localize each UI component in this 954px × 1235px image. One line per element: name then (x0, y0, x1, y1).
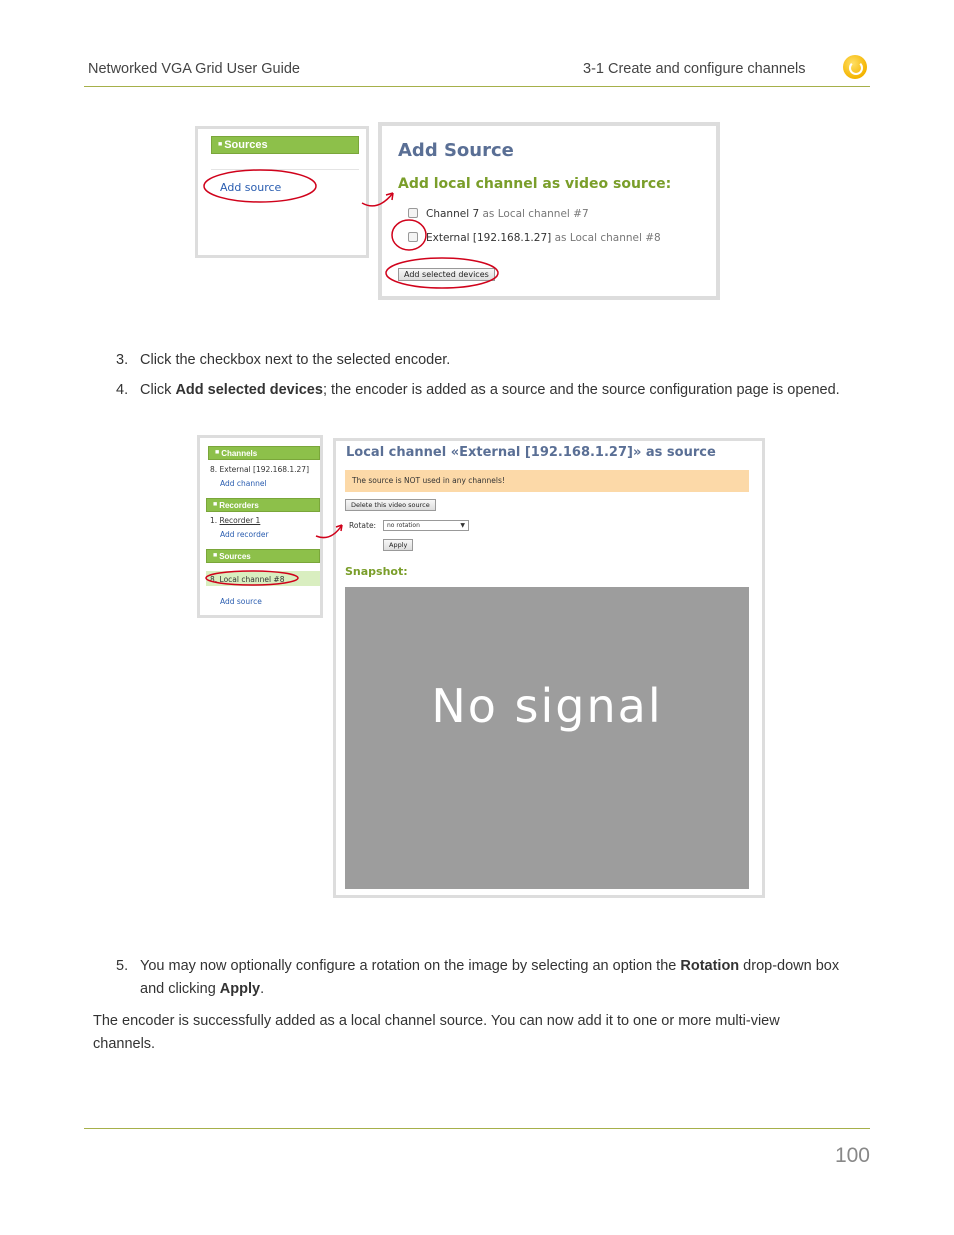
step-text-part: drop-down box and clicking (140, 958, 840, 997)
sources-sidebar-screenshot (195, 126, 369, 258)
sources-heading: ■ Sources (206, 549, 320, 563)
step-text-part: ; the encoder is added as a source and the source configuration page is opened. (322, 382, 840, 398)
page-number: 100 (834, 1144, 870, 1167)
divider (211, 169, 359, 170)
step-bold: Apply (219, 980, 261, 997)
step-number: 4. (116, 382, 129, 398)
snapshot-preview (345, 587, 749, 889)
section-title: 3-1 Create and configure channels (583, 61, 806, 77)
channels-heading: ■ Channels (208, 446, 320, 460)
add-source-panel-screenshot (378, 122, 720, 300)
external-option (408, 232, 661, 244)
logo-icon (843, 55, 867, 79)
recorder-item[interactable] (210, 516, 260, 525)
source-item[interactable]: 8. Local channel #8 (210, 575, 285, 584)
step-text (140, 379, 840, 402)
delete-source-button[interactable]: Delete this video source (345, 499, 436, 511)
dropdown-arrow-icon: ▼ (460, 522, 465, 529)
recorder-number: 1. (210, 516, 218, 525)
step-bold: Rotation (680, 958, 740, 974)
apply-button[interactable]: Apply (383, 539, 413, 551)
document-title: Networked VGA Grid User Guide (88, 61, 300, 77)
snapshot-label: Snapshot: (345, 565, 408, 578)
external-checkbox[interactable] (408, 232, 418, 242)
option-name: External [192.168.1.27] (426, 232, 552, 244)
rotate-label: Rotate: (349, 521, 377, 530)
step-text: Click the checkbox next to the selected encoder. (140, 352, 451, 368)
rotation-select[interactable] (383, 520, 469, 531)
source-config-screenshot (333, 438, 765, 898)
source-title: Local channel «External [192.168.1.27]» as source (346, 445, 716, 460)
option-note: as Local channel #7 (482, 208, 589, 220)
panel-subtitle: Add local channel as video source: (398, 176, 672, 192)
navigation-sidebar-screenshot (197, 435, 323, 618)
option-note: as Local channel #8 (554, 232, 661, 244)
recorders-heading: ■ Recorders (206, 498, 320, 512)
option-name: Channel 7 (426, 208, 480, 220)
panel-title: Add Source (398, 140, 514, 161)
add-source-link[interactable]: Add source (220, 181, 282, 194)
channel-7-option (408, 208, 589, 220)
add-source-link[interactable]: Add source (220, 597, 262, 606)
step-bold: Add selected devices (175, 382, 323, 398)
footer-rule (84, 1128, 870, 1129)
step-text-part: You may now optionally configure a rotation on the image by selecting an option the (140, 958, 681, 974)
recorder-name: Recorder 1 (219, 516, 261, 525)
rotation-value: no rotation (387, 522, 420, 529)
unused-source-notice: The source is NOT used in any channels! (345, 470, 749, 492)
step-number: 3. (116, 352, 129, 368)
channel-7-checkbox[interactable] (408, 208, 418, 218)
no-signal-text: No signal (431, 679, 663, 733)
channel-item[interactable]: 8. External [192.168.1.27] (210, 465, 309, 474)
closing-paragraph: The encoder is successfully added as a local channel source. You can now add it to one or more multi-view channels. (93, 1013, 780, 1052)
step-text-part: . (260, 980, 265, 997)
step-text (140, 955, 840, 1000)
sources-heading: ■ Sources (211, 136, 359, 154)
header-rule (84, 86, 870, 87)
step-text-part: Click (140, 382, 176, 398)
step-number: 5. (116, 958, 129, 974)
add-recorder-link[interactable]: Add recorder (220, 530, 269, 539)
add-channel-link[interactable]: Add channel (220, 479, 267, 488)
add-selected-devices-button[interactable]: Add selected devices (398, 268, 495, 281)
